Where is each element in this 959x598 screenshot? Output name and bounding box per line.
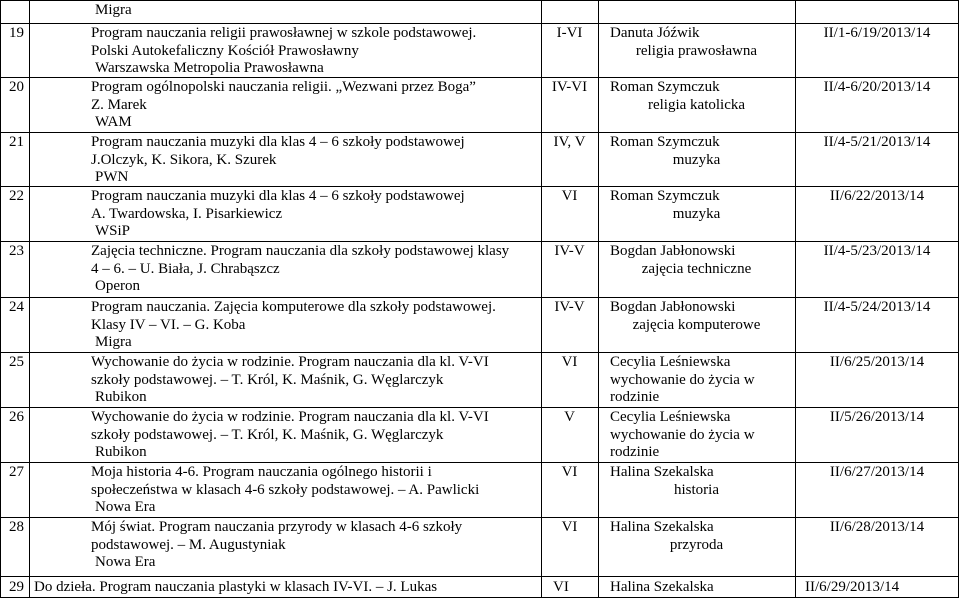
approval-code: II/6/25/2013/14 xyxy=(829,354,925,370)
program-line: szkoły podstawowej. – T. Król, K. Maśnik, G. Węglarczyk xyxy=(91,371,444,388)
program-line: 4 – 6. – U. Biała, J. Chrabąszcz xyxy=(91,260,280,277)
program-line: Z. Marek xyxy=(91,96,147,113)
author-name: Bogdan Jabłonowski xyxy=(610,243,736,259)
row-number: 26 xyxy=(9,409,24,425)
table-border xyxy=(29,576,30,598)
table-rule xyxy=(0,407,959,408)
table-border xyxy=(795,576,796,598)
approval-code: II/4-6/20/2013/14 xyxy=(823,79,931,95)
program-line: Migra xyxy=(95,334,132,350)
program-line: Program ogólnopolski nauczania religii. „Wezwani przez Boga” xyxy=(91,79,476,95)
table-rule xyxy=(0,132,959,133)
table-rule xyxy=(0,517,959,518)
program-line: szkoły podstawowej. – T. Król, K. Maśnik, G. Węglarczyk xyxy=(91,426,444,443)
classes-cell: V xyxy=(564,409,575,425)
author-name: Bogdan Jabłonowski xyxy=(610,299,736,315)
table-rule xyxy=(0,297,959,298)
author-name: Halina Szekalska xyxy=(610,464,714,480)
subject-name: religia katolicka xyxy=(647,96,746,113)
program-line: Rubikon xyxy=(95,389,147,405)
row-number: 20 xyxy=(9,79,24,95)
approval-code: II/6/29/2013/14 xyxy=(805,579,900,595)
approval-code: II/6/28/2013/14 xyxy=(829,519,925,535)
program-line: społeczeństwa w klasach 4-6 szkoły podstawowej. – A. Pawlicki xyxy=(91,481,480,498)
author-name: Cecylia Leśniewska xyxy=(610,354,731,370)
row-number: 25 xyxy=(9,354,24,370)
classes-cell: IV-V xyxy=(554,243,585,259)
table-rule xyxy=(0,241,959,242)
classes-cell: VI xyxy=(553,579,569,595)
approval-code: II/6/22/2013/14 xyxy=(829,188,925,204)
classes-cell: VI xyxy=(561,188,578,204)
author-name: Roman Szymczuk xyxy=(610,134,720,150)
classes-cell: I-VI xyxy=(556,25,583,41)
subject-name: historia xyxy=(674,481,719,498)
program-line: podstawowej. – M. Augustyniak xyxy=(91,536,286,553)
classes-cell: VI xyxy=(561,354,578,370)
classes-cell: IV, V xyxy=(553,134,586,150)
subject-name: zajęcia komputerowe xyxy=(632,316,761,333)
author-name: Roman Szymczuk xyxy=(610,188,720,204)
classes-cell: IV-VI xyxy=(551,79,588,95)
subject-name: wychowanie do życia w xyxy=(610,371,755,388)
table-border xyxy=(598,576,599,598)
subject-name: rodzinie xyxy=(610,389,660,405)
author-name: Halina Szekalska xyxy=(610,579,714,595)
program-line: Migra xyxy=(95,2,132,18)
program-line: Program nauczania muzyki dla klas 4 – 6 szkoły podstawowej xyxy=(91,188,465,204)
table-rule xyxy=(0,462,959,463)
subject-name: przyroda xyxy=(669,536,724,553)
table-rule xyxy=(0,77,959,78)
approval-code: II/6/27/2013/14 xyxy=(829,464,925,480)
approval-code: II/4-5/21/2013/14 xyxy=(823,134,931,150)
row-number: 19 xyxy=(9,25,24,41)
table-rule xyxy=(0,576,959,577)
program-line: Nowa Era xyxy=(95,554,156,570)
program-line: Zajęcia techniczne. Program nauczania dla szkoły podstawowej klasy xyxy=(91,243,510,259)
program-line: Moja historia 4-6. Program nauczania ogólnego historii i xyxy=(91,464,432,480)
table-border xyxy=(29,0,30,576)
program-line: Program nauczania. Zajęcia komputerowe dla szkoły podstawowej. xyxy=(91,299,496,315)
program-line: WAM xyxy=(95,114,132,130)
approval-code: II/5/26/2013/14 xyxy=(829,409,925,425)
row-number: 23 xyxy=(9,243,24,259)
program-line: Polski Autokefaliczny Kościół Prawosławny xyxy=(91,42,359,59)
approval-code: II/4-5/23/2013/14 xyxy=(823,243,931,259)
program-line: Klasy IV – VI. – G. Koba xyxy=(91,316,246,333)
approval-code: II/4-5/24/2013/14 xyxy=(823,299,931,315)
program-line: Program nauczania muzyki dla klas 4 – 6 szkoły podstawowej xyxy=(91,134,465,150)
row-number: 28 xyxy=(9,519,24,535)
table-rule xyxy=(0,186,959,187)
table-border xyxy=(0,0,1,576)
subject-name: wychowanie do życia w xyxy=(610,426,755,443)
row-number: 21 xyxy=(9,134,24,150)
subject-name: zajęcia techniczne xyxy=(641,260,752,277)
subject-name: muzyka xyxy=(672,151,721,168)
program-line: Wychowanie do życia w rodzinie. Program nauczania dla kl. V-VI xyxy=(91,409,489,425)
author-name: Cecylia Leśniewska xyxy=(610,409,731,425)
classes-cell: IV-V xyxy=(554,299,585,315)
program-line: WSiP xyxy=(95,223,131,239)
subject-name: religia prawosławna xyxy=(635,42,758,59)
subject-name: rodzinie xyxy=(610,444,660,460)
approval-code: II/1-6/19/2013/14 xyxy=(823,25,931,41)
row-number: 24 xyxy=(9,299,24,315)
program-line: Rubikon xyxy=(95,444,147,460)
author-name: Halina Szekalska xyxy=(610,519,714,535)
classes-cell: VI xyxy=(561,464,578,480)
program-line: Program nauczania religii prawosławnej w szkole podstawowej. xyxy=(91,25,477,41)
author-name: Roman Szymczuk xyxy=(610,79,720,95)
program-line: A. Twardowska, I. Pisarkiewicz xyxy=(91,205,283,222)
table-border xyxy=(541,576,542,598)
table-rule xyxy=(0,0,959,1)
row-number: 29 xyxy=(9,579,24,595)
subject-name: muzyka xyxy=(672,205,721,222)
program-line: Nowa Era xyxy=(95,499,156,515)
table-rule xyxy=(0,352,959,353)
table-border xyxy=(0,576,1,598)
program-line: Mój świat. Program nauczania przyrody w klasach 4-6 szkoły xyxy=(91,519,463,535)
row-number: 27 xyxy=(9,464,24,480)
program-line: PWN xyxy=(95,169,129,185)
row-number: 22 xyxy=(9,188,24,204)
table-rule xyxy=(0,23,959,24)
program-line: Warszawska Metropolia Prawosławna xyxy=(95,60,324,76)
program-line: Do dzieła. Program nauczania plastyki w klasach IV-VI. – J. Lukas xyxy=(34,579,438,595)
program-line: J.Olczyk, K. Sikora, K. Szurek xyxy=(91,151,277,168)
program-line: Operon xyxy=(95,278,140,294)
program-line: Wychowanie do życia w rodzinie. Program nauczania dla kl. V-VI xyxy=(91,354,489,370)
classes-cell: VI xyxy=(561,519,578,535)
author-name: Danuta Jóźwik xyxy=(610,25,700,41)
